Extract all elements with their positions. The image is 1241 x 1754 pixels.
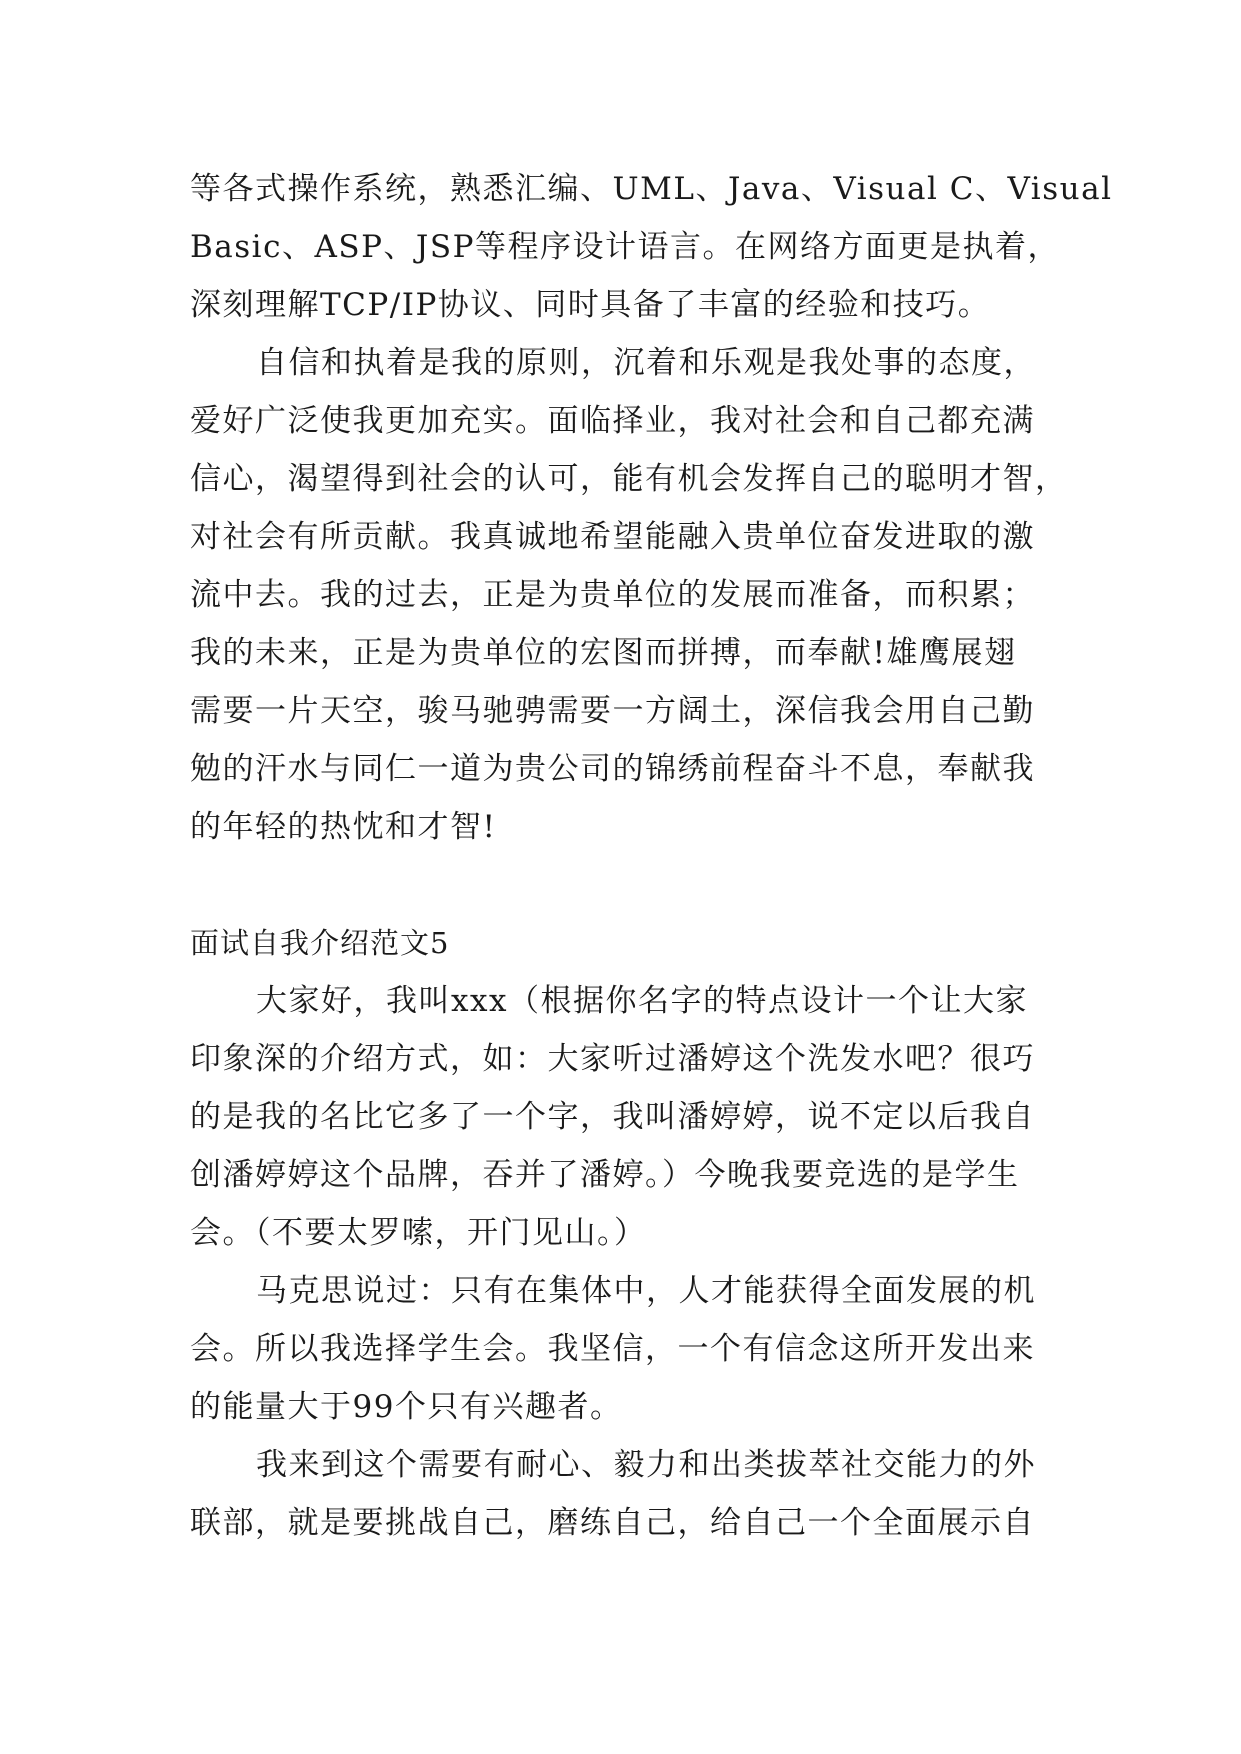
text-line: 我来到这个需要有耐心、毅力和出类拔萃社交能力的外	[256, 1447, 1036, 1483]
text-line: 爱好广泛使我更加充实。面临择业，我对社会和自己都充满	[190, 403, 1035, 439]
paragraph	[190, 972, 1050, 1262]
text-line: 信心，渴望得到社会的认可，能有机会发挥自己的聪明才智，	[190, 461, 1068, 497]
document-body	[190, 160, 1113, 1552]
paragraph	[190, 1262, 1050, 1436]
section-heading: 面试自我介绍范文5	[190, 926, 450, 960]
text-line: 联部，就是要挑战自己，磨练自己，给自己一个全面展示自	[190, 1505, 1035, 1541]
text-line: 勉的汗水与同仁一道为贵公司的锦绣前程奋斗不息，奉献我	[190, 751, 1035, 787]
paragraph	[190, 1436, 1050, 1552]
paragraph-continuation	[190, 160, 1113, 334]
text-line: 会。（不要太罗嗦，开门见山。）	[190, 1215, 647, 1251]
text-line: 深刻理解TCP/IP协议、同时具备了丰富的经验和技巧。	[190, 287, 991, 323]
text-line: Basic、ASP、JSP等程序设计语言。在网络方面更是执着，	[190, 229, 1060, 265]
text-line: 需要一片天空，骏马驰骋需要一方阔土，深信我会用自己勤	[190, 693, 1035, 729]
text-line: 的年轻的热忱和才智!	[190, 809, 497, 845]
text-line: 马克思说过：只有在集体中，人才能获得全面发展的机	[256, 1273, 1036, 1309]
text-line: 会。所以我选择学生会。我坚信，一个有信念这所开发出来	[190, 1331, 1035, 1367]
text-line: 的能量大于99个只有兴趣者。	[190, 1389, 623, 1425]
blank-line	[190, 856, 1050, 914]
text-line: 的是我的名比它多了一个字，我叫潘婷婷，说不定以后我自	[190, 1099, 1035, 1135]
text-line: 大家好，我叫xxx（根据你名字的特点设计一个让大家	[256, 983, 1028, 1019]
text-line: 流中去。我的过去，正是为贵单位的发展而准备，而积累；	[190, 577, 1035, 613]
text-line: 等各式操作系统，熟悉汇编、UML、Java、Visual C、Visual	[190, 171, 1113, 207]
text-line: 创潘婷婷这个品牌，吞并了潘婷。）今晚我要竞选的是学生	[190, 1157, 1020, 1193]
text-line: 我的未来，正是为贵单位的宏图而拼搏，而奉献!雄鹰展翅	[190, 635, 1017, 671]
text-line: 自信和执着是我的原则，沉着和乐观是我处事的态度，	[256, 345, 1036, 381]
paragraph	[190, 334, 1068, 856]
text-line: 对社会有所贡献。我真诚地希望能融入贵单位奋发进取的激	[190, 519, 1035, 555]
text-line: 印象深的介绍方式，如：大家听过潘婷这个洗发水吧？很巧	[190, 1041, 1035, 1077]
